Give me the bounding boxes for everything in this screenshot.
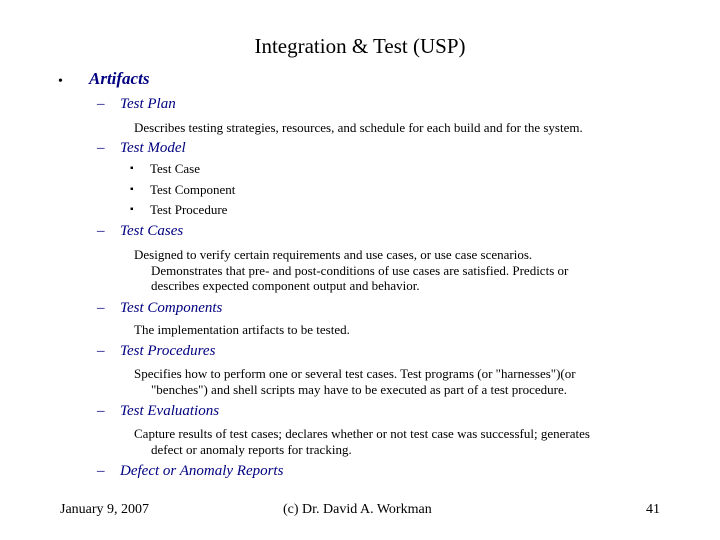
item-desc-test-plan bbox=[134, 120, 583, 136]
footer-date: January 9, 2007 bbox=[60, 502, 150, 517]
subitem-test-component: Test Component bbox=[150, 182, 236, 197]
bullet-dot: • bbox=[58, 74, 63, 89]
desc-line: Demonstrates that pre- and post-conditions of use cases are satisfied. Predicts or bbox=[151, 262, 569, 278]
desc-line: Designed to verify certain requirements and use cases, or use case scenarios. bbox=[134, 247, 533, 262]
dash-bullet: – bbox=[97, 403, 105, 419]
desc-line: defect or anomaly reports for tracking. bbox=[151, 441, 352, 457]
item-heading-test-procedures: Test Procedures bbox=[120, 343, 216, 359]
desc-line: describes expected component output and behavior. bbox=[151, 278, 420, 293]
item-desc-test-cases bbox=[134, 247, 568, 294]
slide-title: Integration & Test (USP) bbox=[254, 34, 466, 58]
desc-line: The implementation artifacts to be tested. bbox=[134, 322, 350, 337]
footer-page-number: 41 bbox=[646, 502, 660, 517]
square-bullet: ▪ bbox=[130, 204, 134, 215]
item-desc-test-procedures bbox=[134, 366, 576, 397]
subitem-test-case: Test Case bbox=[150, 161, 200, 176]
square-bullet: ▪ bbox=[130, 184, 134, 195]
dash-bullet: – bbox=[97, 463, 105, 479]
item-heading-test-plan: Test Plan bbox=[120, 96, 176, 112]
dash-bullet: – bbox=[97, 300, 105, 316]
dash-bullet: – bbox=[97, 96, 105, 112]
item-heading-defect-reports: Defect or Anomaly Reports bbox=[120, 463, 284, 479]
square-bullet: ▪ bbox=[130, 163, 134, 174]
dash-bullet: – bbox=[97, 223, 105, 239]
item-heading-test-components: Test Components bbox=[120, 300, 223, 316]
item-desc-test-components bbox=[134, 322, 350, 338]
dash-bullet: – bbox=[97, 343, 105, 359]
desc-line: Describes testing strategies, resources, and schedule for each build and for the system. bbox=[134, 120, 583, 135]
desc-line: Specifies how to perform one or several test cases. Test programs (or "harnesses")(or bbox=[134, 366, 576, 381]
main-bullet-label: Artifacts bbox=[89, 69, 150, 88]
item-heading-test-model: Test Model bbox=[120, 140, 186, 156]
desc-line: Capture results of test cases; declares whether or not test case was successful; generates bbox=[134, 426, 590, 441]
item-desc-test-evaluations bbox=[134, 426, 590, 457]
item-heading-test-cases: Test Cases bbox=[120, 223, 184, 239]
dash-bullet: – bbox=[97, 140, 105, 156]
desc-line: "benches") and shell scripts may have to be executed as part of a test procedure. bbox=[151, 381, 567, 397]
footer-author: (c) Dr. David A. Workman bbox=[283, 502, 432, 517]
item-heading-test-evaluations: Test Evaluations bbox=[120, 403, 220, 419]
subitem-test-procedure: Test Procedure bbox=[150, 202, 228, 217]
